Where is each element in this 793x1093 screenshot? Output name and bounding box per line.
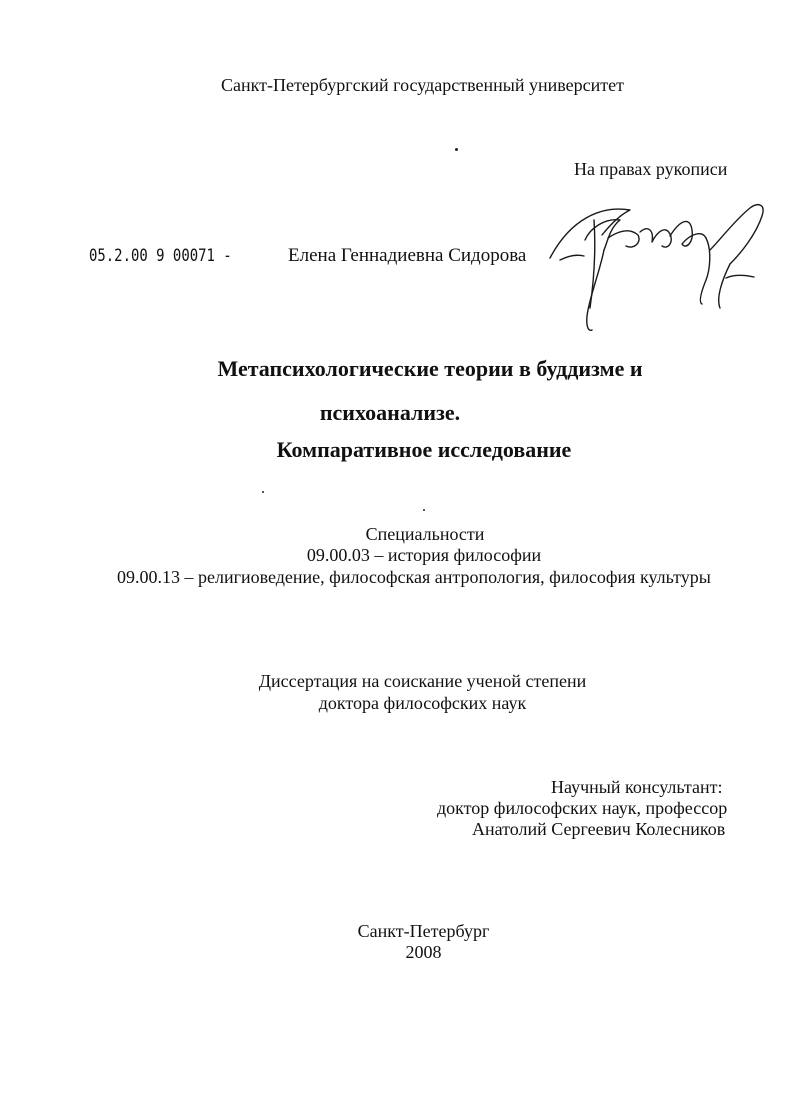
dissertation-line-2: доктора философских наук	[318, 693, 527, 713]
advisor-degree: доктор философских наук, профессор	[437, 798, 728, 818]
advisor-label: Научный консультант:	[551, 777, 723, 797]
scan-speck	[262, 491, 264, 493]
scan-speck	[455, 148, 458, 151]
rights-note: На правах рукописи	[574, 159, 728, 179]
city: Санкт-Петербург	[357, 921, 490, 941]
year: 2008	[405, 942, 442, 962]
advisor-name: Анатолий Сергеевич Колесников	[472, 819, 726, 839]
dissertation-line-1: Диссертация на соискание ученой степени	[258, 671, 587, 691]
record-number: 05.2.00 9 00071 -	[89, 246, 232, 266]
scan-speck	[423, 509, 425, 511]
author-name: Елена Геннадиевна Сидорова	[288, 245, 527, 266]
title-line-1: Метапсихологические теории в буддизме и	[217, 356, 643, 381]
university-name: Санкт-Петербургский государственный университет	[220, 75, 625, 95]
specialty-item-2: 09.00.13 – религиоведение, философская антропология, философия культуры	[117, 567, 711, 587]
handwritten-signature	[530, 180, 780, 340]
specialty-item-1: 09.00.03 – история философии	[306, 545, 542, 565]
title-line-2: психоанализе.	[319, 400, 461, 425]
specialties-label: Специальности	[365, 524, 485, 544]
title-line-3: Компаративное исследование	[276, 437, 572, 462]
